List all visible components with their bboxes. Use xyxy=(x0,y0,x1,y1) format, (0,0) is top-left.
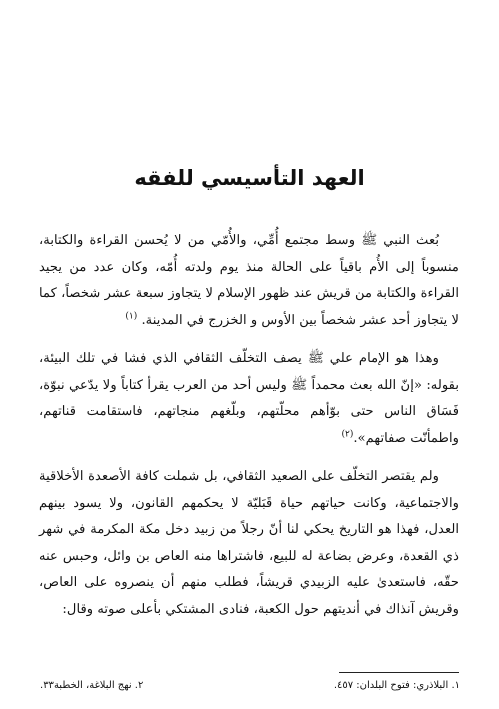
footnote-ref-2: (٢) xyxy=(341,429,354,440)
footnote-ref-1: (١) xyxy=(125,311,138,322)
footnote-2: ٢. نهج البلاغة، الخطبة٣٣. xyxy=(40,680,144,691)
chapter-title: العهد التأسيسي للفقه xyxy=(134,166,365,190)
footnote-divider xyxy=(339,672,459,673)
paragraph-1 xyxy=(39,228,459,334)
paragraph-2-text: وهذا هو الإمام علي ﷺ يصف التخلّف الثقافي الذي فشا في تلك البيئة، بقوله: «إنّ الله بعث محمداً ﷺ وليس أحد من العرب يقرأ كتاباً ولا يدّعي نبوّة، فَسَاق الناس حتى بوّأهم محلّتهم، وبلّغهم منجاتهم، فاستقامت قناتهم، واطمأنّت صفاتهم». xyxy=(39,351,459,446)
paragraph-1-text: بُعث النبي ﷺ وسط مجتمع أُمِّي، والأُمّي من لا يُحسن القراءة والكتابة، منسوباً إلى الأُم باقياً على الحالة منذ يوم ولدته أُمّه، وكان عدد من يجيد القراءة والكتابة من قريش عند ظهور الإسلام لا يتجاوز سبعة عشر شخصاً، كما لا يتجاوز أحد عشر شخصاً بين الأوس و الخزرج في المدينة. xyxy=(39,233,459,328)
paragraph-2 xyxy=(39,346,459,452)
footnote-1: ١. البلاذري: فتوح البلدان: ٤٥٧. xyxy=(333,680,460,691)
body-text xyxy=(39,228,459,637)
paragraph-3-text: ولم يقتصر التخلّف على الصعيد الثقافي، بل شملت كافة الأصعدة الأخلاقية والاجتماعية، وكانت حياتهم حياة قَبَليّة لا يحكمهم القانون، ولا يسود بينهم العدل، فهذا هو التاريخ يحكي لنا أنّ رجلاً من زبيد دخل مكة المكرمة في شهر ذي القعدة، وعرض بضاعة له للبيع، فاشتراها منه العاص بن وائل، وحبس عنه حقّه، فاستعدىٰ عليه الزبيدي قريشاً، فطلب منهم أن ينصروه على العاص، وقريش آنذاك في أنديتهم حول الكعبة، فنادى المشتكي بأعلى صوته وقال: xyxy=(39,469,459,617)
footnotes xyxy=(40,680,460,691)
paragraph-3 xyxy=(39,464,459,623)
